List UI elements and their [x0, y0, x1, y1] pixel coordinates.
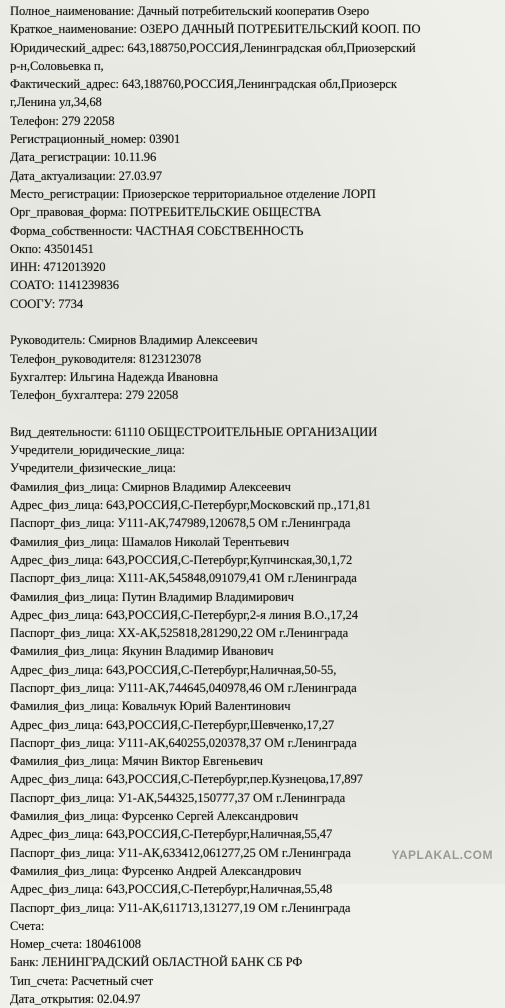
document-line: Дата_открытия: 02.04.97 — [10, 992, 141, 1007]
document-line: Фамилия_физ_лица: Мячин Виктор Евгеньевич — [10, 754, 263, 769]
blank-line — [10, 405, 502, 423]
document-line: р-н,Соловьевка п, — [10, 58, 104, 73]
document-line: Паспорт_физ_лица: У1-АК,544325,150777,37 ОМ г.Ленинграда — [10, 790, 346, 805]
document-line: Учредители_физические_лица: — [10, 461, 176, 476]
document-line: Регистрационный_номер: 03901 — [10, 132, 181, 147]
document-line: Адрес_физ_лица: 643,РОССИЯ,С-Петербург,Шевченко,17,27 — [10, 717, 335, 732]
document-line: Бухгалтер: Ильгина Надежда Ивановна — [10, 369, 219, 384]
document-line: Вид_деятельности: 61110 ОБЩЕСТРОИТЕЛЬНЫЕ ОРГАНИЗАЦИИ — [10, 424, 378, 439]
document-line: Адрес_физ_лица: 643,РОССИЯ,С-Петербург,Наличная,55,48 — [10, 882, 333, 897]
document-line: Паспорт_физ_лица: ХХ-АК,525818,281290,22 ОМ г.Ленинграда — [10, 626, 349, 641]
document-line: Фамилия_физ_лица: Фурсенко Андрей Александрович — [10, 863, 302, 878]
document-line: Банк: ЛЕНИНГРАДСКИЙ ОБЛАСТНОЙ БАНК СБ РФ — [10, 955, 303, 970]
document-line: Тип_счета: Расчетный счет — [10, 973, 154, 988]
document-line: Юридический_адрес: 643,188750,РОССИЯ,Ленинградская обл,Приозерский — [10, 40, 416, 55]
site-watermark: YAPLAKAL.COM — [391, 848, 493, 862]
document-line: Фамилия_физ_лица: Путин Владимир Владимирович — [10, 589, 294, 604]
document-line: Адрес_физ_лица: 643,РОССИЯ,С-Петербург,пер.Кузнецова,17,897 — [10, 772, 363, 787]
document-line: Фамилия_физ_лица: Ковальчук Юрий Валентинович — [10, 699, 291, 714]
document-line: Паспорт_физ_лица: У111-АК,744645,040978,46 ОМ г.Ленинграда — [10, 680, 357, 695]
document-line: Паспорт_физ_лица: У11-АК,633412,061277,25 ОМ г.Ленинграда — [10, 845, 351, 860]
document-line: Адрес_физ_лица: 643,РОССИЯ,С-Петербург,2-я линия В.О.,17,24 — [10, 607, 358, 622]
document-line: СОАТО: 1141239836 — [10, 278, 119, 293]
document-line: Форма_собственности: ЧАСТНАЯ СОБСТВЕННОСТЬ — [10, 223, 304, 238]
document-line: СООГУ: 7734 — [10, 296, 84, 311]
document-line: Телефон: 279 22058 — [10, 113, 115, 128]
document-line: Паспорт_физ_лица: Х111-АК,545848,091079,41 ОМ г.Ленинграда — [10, 571, 357, 586]
document-line: Фактический_адрес: 643,188760,РОССИЯ,Ленинградская обл,Приозерск — [10, 77, 397, 92]
document-line: Окпо: 43501451 — [10, 241, 94, 256]
document-line: Дата_актуализации: 27.03.97 — [10, 168, 162, 183]
document-line: Фамилия_физ_лица: Смирнов Владимир Алексеевич — [10, 479, 291, 494]
document-line: Руководитель: Смирнов Владимир Алексеевич — [10, 333, 258, 348]
document-line: Адрес_физ_лица: 643,РОССИЯ,С-Петербург,Наличная,55,47 — [10, 827, 333, 842]
document-line: Адрес_физ_лица: 643,РОССИЯ,С-Петербург,Московский пр.,171,81 — [10, 498, 371, 513]
document-line: Фамилия_физ_лица: Якунин Владимир Иванович — [10, 644, 274, 659]
document-line: г,Ленина ул,34,68 — [10, 95, 102, 110]
document-line: Телефон_бухгалтера: 279 22058 — [10, 388, 179, 403]
document-line: Фамилия_физ_лица: Шамалов Николай Терентьевич — [10, 534, 290, 549]
document-line: Место_регистрации: Приозерское территориальное отделение ЛОРП — [10, 186, 376, 201]
document-line: Адрес_физ_лица: 643,РОССИЯ,С-Петербург,Наличная,50-55, — [10, 662, 337, 677]
document-line: Полное_наименование: Дачный потребительский кооператив Озеро — [10, 4, 370, 18]
document-line: Паспорт_физ_лица: У11-АК,611713,131277,19 ОМ г.Ленинграда — [10, 900, 351, 915]
document-line: Фамилия_физ_лица: Фурсенко Сергей Александрович — [10, 809, 299, 824]
document-line: Счета: — [10, 918, 45, 933]
document-line: Паспорт_физ_лица: У111-АК,747989,120678,5 ОМ г.Ленинграда — [10, 516, 351, 531]
document-line: Краткое_наименование: ОЗЕРО ДАЧНЫЙ ПОТРЕБИТЕЛЬСКИЙ КООП. ПО — [10, 22, 421, 37]
document-line: Номер_счета: 180461008 — [10, 937, 141, 952]
document-line: Учредители_юридические_лица: — [10, 443, 185, 458]
document-line: Адрес_физ_лица: 643,РОССИЯ,С-Петербург,Купчинская,30,1,72 — [10, 552, 353, 567]
document-line: Орг_правовая_форма: ПОТРЕБИТЕЛЬСКИЕ ОБЩЕСТВА — [10, 205, 322, 220]
document-line: Телефон_руководителя: 8123123078 — [10, 351, 202, 366]
document-line: ИНН: 4712013920 — [10, 260, 106, 275]
document-line: Дата_регистрации: 10.11.96 — [10, 150, 157, 165]
document-line: Паспорт_физ_лица: У111-АК,640255,020378,37 ОМ г.Ленинграда — [10, 735, 357, 750]
blank-line — [10, 313, 502, 331]
